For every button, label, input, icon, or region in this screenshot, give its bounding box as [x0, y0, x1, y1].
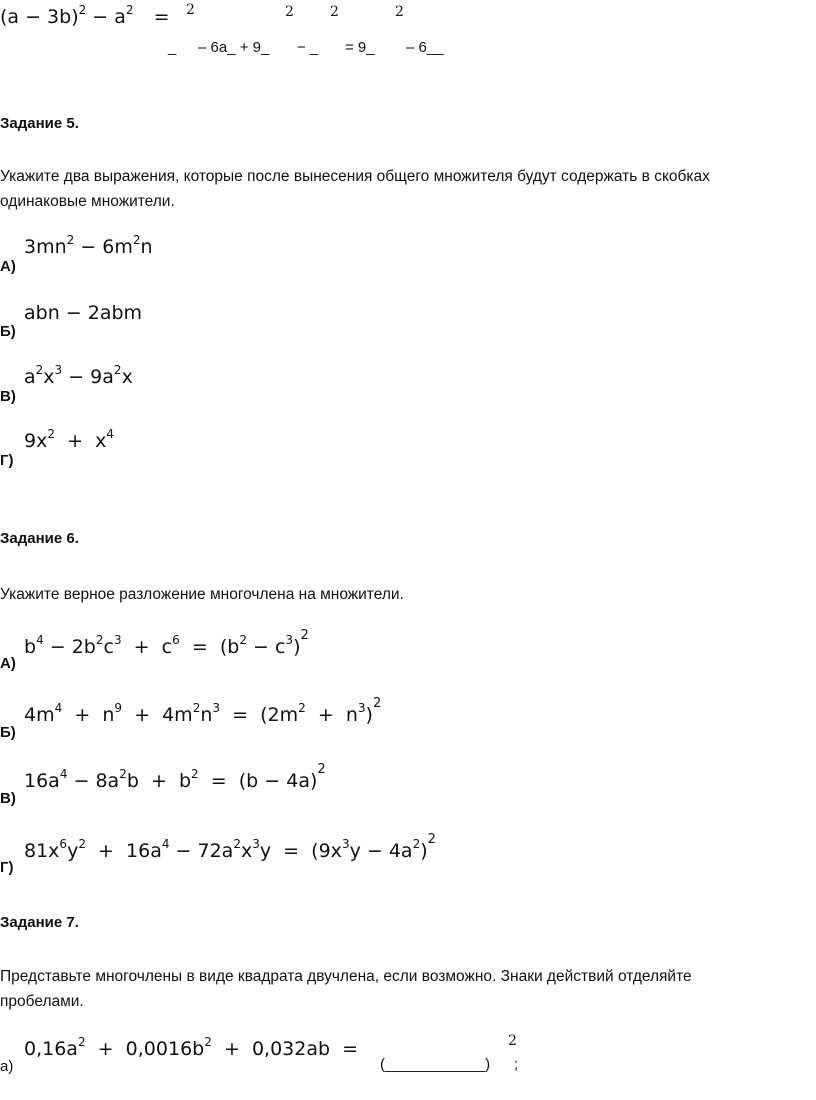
task6-option-b-label[interactable]: Б): [0, 724, 16, 741]
task6-option-d-label[interactable]: Г): [0, 859, 14, 876]
blank-1[interactable]: _: [168, 39, 177, 56]
task7-title: Задание 7.: [0, 914, 79, 931]
blank-group-3[interactable]: − _: [297, 39, 319, 56]
sup-2-a: 2: [186, 2, 195, 18]
sup-2-c: 2: [330, 4, 339, 20]
task6-option-d-expr: $81x^6y^2 + 16a^4 - 72a^2x^3y = (9x^3y - 4a^2)^2$: [24, 832, 436, 862]
task6-option-a-label[interactable]: А): [0, 655, 16, 672]
task7-item-a-answer-field[interactable]: (____________): [380, 1056, 491, 1073]
top-equation-lhs: $(a - 3b)^2 - a^2$ =: [0, 3, 170, 28]
task5-option-d-label[interactable]: Г): [0, 452, 14, 469]
task5-option-a-label[interactable]: А): [0, 258, 16, 275]
task6-option-b-expr: $4m^4 + n^9 + 4m^2n^3 = (2m^2 + n^3)^2$: [24, 696, 382, 726]
task5-option-a-expr: $3mn^2 - 6m^2n$: [24, 233, 153, 258]
task5-option-c-label[interactable]: В): [0, 388, 16, 405]
task5-option-d-expr: $9x^2 + x^4$: [24, 427, 114, 452]
task5-option-c-expr: $a^2x^3 - 9a^2x$: [24, 363, 133, 388]
task5-option-b-expr: abn − 2abm: [24, 302, 143, 324]
blank-group-2[interactable]: – 6a_ + 9_: [198, 39, 270, 56]
task7-item-a-semicolon: ;: [514, 1056, 519, 1073]
task5-option-b-label[interactable]: Б): [0, 323, 16, 340]
blank-group-5[interactable]: – 6__: [406, 39, 444, 56]
task6-question: Укажите верное разложение многочлена на множители.: [0, 586, 404, 603]
task6-option-a-expr: $b^4 - 2b^2c^3 + c^6 = (b^2 - c^3)^2$: [24, 628, 309, 658]
sup-2-d: 2: [395, 4, 404, 20]
task6-option-c-expr: $16a^4 - 8a^2b + b^2 = (b - 4a)^2$: [24, 762, 326, 792]
task7-item-a-label: а): [0, 1058, 14, 1075]
task7-question-line1: Представьте многочлены в виде квадрата двучлена, если возможно. Знаки действий отделяйте: [0, 968, 692, 985]
task7-item-a-answer-exponent: 2: [508, 1033, 517, 1049]
sup-2-b: 2: [285, 4, 294, 20]
task7-item-a-expr: $0,16a^2 + 0,0016b^2 + 0,032ab$ =: [24, 1035, 359, 1060]
blank-group-4[interactable]: = 9_: [345, 39, 375, 56]
task5-title: Задание 5.: [0, 115, 79, 132]
task6-title: Задание 6.: [0, 530, 79, 547]
task7-question-line2: пробелами.: [0, 993, 84, 1010]
task6-option-c-label[interactable]: В): [0, 790, 16, 807]
task5-question-line1: Укажите два выражения, которые после вынесения общего множителя будут содержать в скобках: [0, 168, 710, 185]
task5-question-line2: одинаковые множители.: [0, 193, 175, 210]
